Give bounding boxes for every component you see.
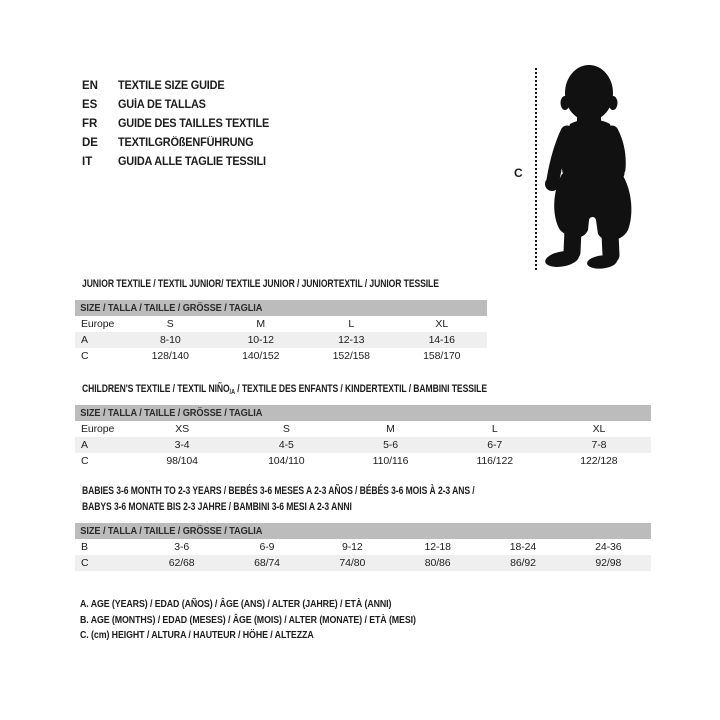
table-row-height [75, 453, 651, 469]
size-cell: S [282, 423, 290, 435]
lang-code: IT [82, 155, 93, 168]
size-cell: 5-6 [383, 439, 398, 451]
footnote-c: C. (cm) HEIGHT / ALTURA / HAUTEUR / HÖHE / ALTEZZA [80, 629, 314, 641]
row-label: A [81, 334, 88, 346]
size-cell: 116/122 [476, 455, 513, 467]
size-cell: XL [592, 423, 606, 435]
size-cell: 104/110 [268, 455, 305, 467]
size-header-bar [75, 523, 651, 539]
row-label: C [81, 350, 89, 362]
table-row-months [75, 539, 651, 555]
size-cell: 3-4 [174, 439, 190, 451]
size-cell: 68/74 [254, 557, 280, 569]
size-cell: 9-12 [342, 541, 363, 553]
size-cell: 12-18 [424, 541, 451, 553]
children-size-table [75, 405, 651, 469]
size-cell: 152/158 [332, 350, 370, 362]
size-cell: 6-9 [259, 541, 275, 553]
size-cell: 3-6 [174, 541, 190, 553]
babies-size-table [75, 523, 651, 571]
sub-a: /A [229, 389, 235, 396]
size-header-bar [75, 405, 651, 421]
lang-label: TEXTILGRÖßENFÜHRUNG [118, 136, 254, 149]
lang-row-es [82, 95, 277, 114]
language-list [82, 76, 277, 171]
size-header-label: SIZE / TALLA / TAILLE / GRÖSSE / TAGLIA [80, 407, 263, 419]
row-label: C [81, 557, 89, 569]
footnotes [80, 597, 480, 644]
lang-row-fr [82, 114, 277, 133]
lang-code: ES [82, 98, 98, 111]
size-cell: 98/104 [166, 455, 198, 467]
row-label: C [81, 455, 89, 467]
size-cell: 7-8 [591, 439, 607, 451]
size-cell: 18-24 [509, 541, 537, 553]
size-cell: 14-16 [428, 334, 455, 346]
size-header-label: SIZE / TALLA / TAILLE / GRÖSSE / TAGLIA [80, 302, 263, 314]
size-header-label: SIZE / TALLA / TAILLE / GRÖSSE / TAGLIA [80, 525, 263, 537]
size-cell: 8-10 [159, 334, 181, 346]
size-cell: 24-36 [595, 541, 622, 553]
size-cell: 6-7 [487, 439, 503, 451]
size-cell: M [386, 423, 395, 435]
size-cell: S [166, 318, 174, 330]
junior-table-title: JUNIOR TEXTILE / TEXTIL JUNIOR/ TEXTILE JUNIOR / JUNIORTEXTIL / JUNIOR TESSILE [82, 278, 439, 290]
size-cell: 92/98 [595, 557, 622, 569]
size-cell: 74/80 [339, 557, 366, 569]
lang-label: GUIDA ALLE TAGLIE TESSILI [118, 155, 266, 168]
size-cell: 122/128 [580, 455, 618, 467]
size-cell: 62/68 [168, 557, 195, 569]
row-label: Europe [81, 318, 115, 330]
lang-row-it [82, 152, 277, 171]
size-cell: 12-13 [338, 334, 365, 346]
row-label: Europe [81, 423, 115, 435]
row-label: A [81, 439, 88, 451]
toddler-silhouette-icon [540, 62, 665, 272]
junior-size-table [75, 300, 487, 364]
size-cell: 128/140 [151, 350, 189, 362]
size-cell: 80/86 [424, 557, 451, 569]
size-cell: 158/170 [423, 350, 461, 362]
size-cell: XS [175, 423, 189, 435]
size-cell: M [256, 318, 266, 330]
table-row-age [75, 332, 487, 348]
lang-code: DE [82, 136, 98, 149]
table-row-age [75, 437, 651, 453]
table-row-europe [75, 421, 651, 437]
table-row-height [75, 555, 651, 571]
lang-row-de [82, 133, 277, 152]
size-header-bar [75, 300, 487, 316]
children-table-title: CHILDREN'S TEXTILE / TEXTIL $NIÑO_{/A}$ / TEXTILE DES ENFANTS / KINDERTEXTIL / BAMBINI TESSILE [82, 383, 487, 396]
size-cell: L [491, 423, 498, 435]
size-cell: 4-5 [278, 439, 294, 451]
table-row-height [75, 348, 487, 364]
lang-label: GUÍA DE TALLAS [118, 98, 206, 111]
babies-title-line1: BABIES 3-6 MONTH TO 2-3 YEARS / BEBÉS 3-6 MESES A 2-3 AÑOS / BÉBÉS 3-6 MOIS À 2-3 ANS / [82, 485, 475, 497]
lang-label: TEXTILE SIZE GUIDE [118, 79, 225, 92]
size-cell: L [348, 318, 355, 330]
lang-row-en [82, 76, 277, 95]
height-label-c: C [514, 166, 523, 180]
size-cell: XL [435, 318, 449, 330]
height-dimension-line [535, 68, 537, 270]
lang-label: GUIDE DES TAILLES TEXTILE [118, 117, 270, 130]
size-cell: 140/152 [242, 350, 280, 362]
babies-table-title [82, 483, 475, 515]
lang-code: FR [82, 117, 98, 130]
row-label: B [81, 541, 88, 553]
footnote-a: A. AGE (YEARS) / EDAD (AÑOS) / ÂGE (ANS) / ALTER (JAHRE) / ETÀ (ANNI) [80, 598, 392, 610]
table-row-europe [75, 316, 487, 332]
footnote-b: B. AGE (MONTHS) / EDAD (MESES) / ÂGE (MOIS) / ALTER (MONATE) / ETÀ (MESI) [80, 613, 416, 626]
size-cell: 10-12 [247, 334, 274, 346]
lang-code: EN [82, 79, 98, 92]
size-cell: 110/116 [372, 455, 409, 467]
size-cell: 86/92 [510, 557, 536, 569]
babies-title-line2: BABYS 3-6 MONATE BIS 2-3 JAHRE / BAMBINI 3-6 MESI A 2-3 ANNI [82, 501, 352, 513]
